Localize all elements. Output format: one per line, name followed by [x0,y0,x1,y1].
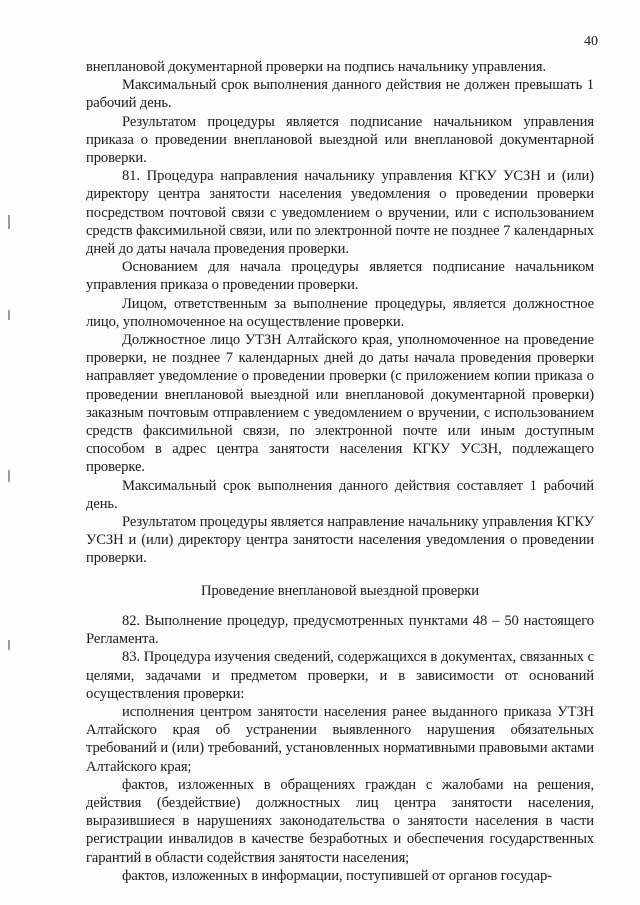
paragraph-responsible: Лицом, ответственным за выполнение процедуры, является должностное лицо, уполномоченное на осуществление проверки. [86,295,594,330]
paragraph-basis: Основанием для начала процедуры является подписание начальником управления приказа о проведении проверки. [86,259,594,294]
paragraph-item-83: 83. Процедура изучения сведений, содержащихся в документах, связанных с целями, задачами и предметом проверки, и в зависимости от оснований осуществления проверки: [86,649,594,702]
document-body [86,58,594,885]
scan-margin-mark [8,310,10,320]
paragraph-result-2: Результатом процедуры является направление начальнику управления КГКУ УСЗН и (или) директору центра занятости населения уведомления о проведении проверки. [86,514,594,567]
section-heading: Проведение внеплановой выездной проверки [201,582,479,599]
paragraph-deadline: Максимальный срок выполнения данного действия не должен превышать 1 рабочий день. [86,77,594,112]
list-item: исполнения центром занятости населения ранее выданного приказа УТЗН Алтайского края об устранении выявленного нарушения обязательных требований и (или) требований, установленных нормативными правовыми актами Алтайского края; [86,703,594,775]
page-number: 40 [584,34,598,49]
list-item: фактов, изложенных в обращениях граждан с жалобами на решения, действия (бездействие) должностных лиц центра занятости населения, выразившиеся в нарушениях законодательства о занятости населения в части регистрации инвалидов в качестве безработных и обеспечения государственных гарантий в области содействия занятости населения; [86,776,594,866]
paragraph-deadline-2: Максимальный срок выполнения данного действия составляет 1 рабочий день. [86,477,594,512]
paragraph-continuation: внеплановой документарной проверки на подпись начальнику управления. [86,59,547,75]
paragraph-official: Должностное лицо УТЗН Алтайского края, уполномоченное на проведение проверки, не позднее 7 календарных дней до даты начала проведения проверки направляет уведомление о проведении проверки (с приложением копии приказа о проведении внеплановой выездной или внеплановой документарной проверки) заказным почтовым отправлением с уведомлением о вручении, с использованием средств факсимильной связи, по электронной почте или иным доступным способом в адрес центра занятости населения КГКУ УСЗН, подлежащего проверке. [86,332,594,476]
scan-margin-mark [8,470,10,482]
scan-margin-mark [8,215,10,229]
scan-margin-mark [8,640,10,650]
paragraph-item-82: 82. Выполнение процедур, предусмотренных пунктами 48 – 50 настоящего Регламента. [86,612,594,648]
list-item: фактов, изложенных в информации, поступившей от органов государ- [122,867,552,884]
paragraph-result: Результатом процедуры является подписание начальником управления приказа о проведении внеплановой выездной или внеплановой документарной проверки. [86,113,594,167]
paragraph-item-81: 81. Процедура направления начальнику управления КГКУ УСЗН и (или) директору центра занятости населения уведомления о проведении проверки посредством почтовой связи с уведомлением о вручении, или с использованием средств факсимильной связи, или по электронной почте не позднее 7 календарных дней до даты начала проведения проверки. [86,168,594,258]
